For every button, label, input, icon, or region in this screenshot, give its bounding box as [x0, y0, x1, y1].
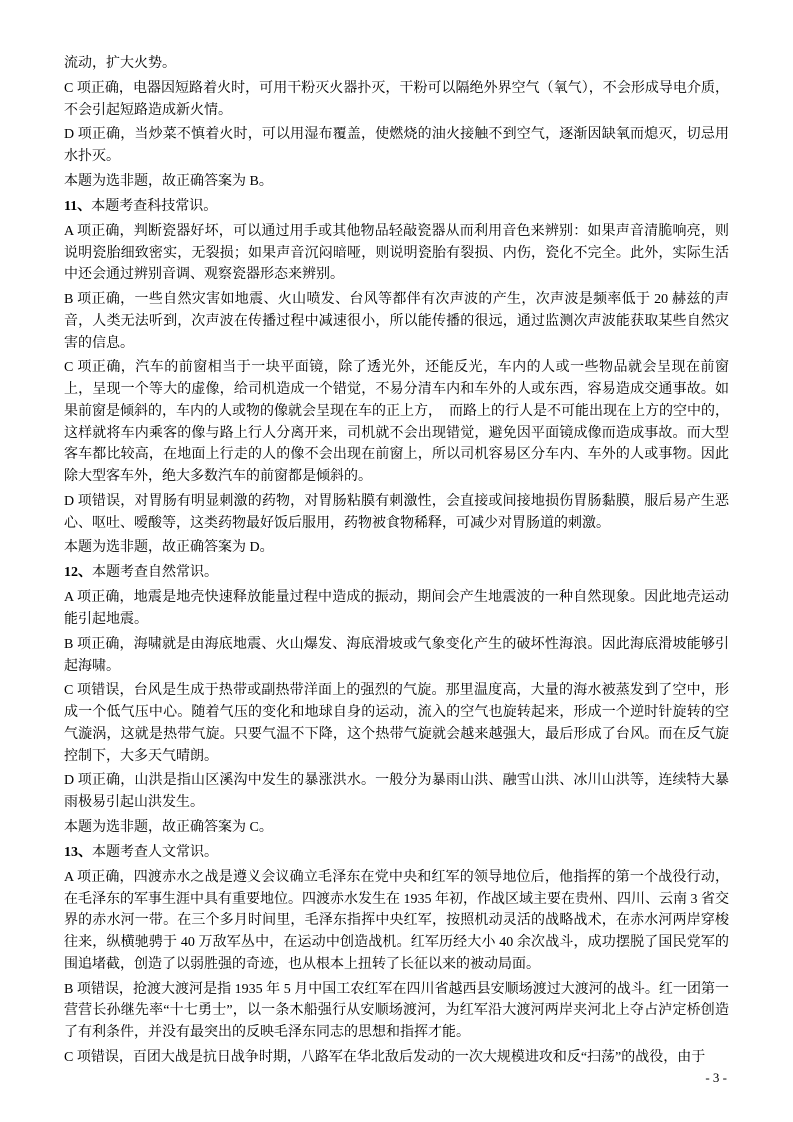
q11-option-b-explanation: B 项正确，一些自然灾害如地震、火山喷发、台风等都伴有次声波的产生，次声波是频率低于 20 赫兹的声音，人类无法听到，次声波在传播过程中减速很小，所以能传播的很远，通过监测次声波能获取某些自然灾害的信息。 [64, 292, 729, 351]
question-13-number: 13、 [64, 844, 92, 860]
q10-answer-line: 本题为选非题，故正确答案为 B。 [64, 174, 273, 190]
q12-answer-line: 本题为选非题，故正确答案为 C。 [64, 820, 273, 836]
question-12-number: 12、 [64, 565, 92, 581]
q12-option-d-explanation: D 项正确，山洪是指山区溪沟中发生的暴涨洪水。一般分为暴雨山洪、融雪山洪、冰川山洪等，连续特大暴雨极易引起山洪发生。 [64, 773, 729, 811]
question-13-header [64, 842, 729, 864]
question-11-intro: 本题考查科技常识。 [91, 198, 218, 214]
page-number: - 3 - [705, 1070, 727, 1085]
q12-option-a-explanation: A 项正确，地震是地壳快速释放能量过程中造成的振动，期间会产生地震波的一种自然现象。因此地壳运动能引起地震。 [64, 590, 729, 627]
question-12-header [64, 562, 729, 584]
q11-option-c-explanation: C 项正确，汽车的前窗相当于一块平面镜，除了透光外，还能反光，车内的人或一些物品就会呈现在前窗上，呈现一个等大的虚像，给司机造成一个错觉，不易分清车内和车外的人或东西，容易造成交通事故。如果前窗是倾斜的，车内的人或物的像就会呈现在车的正上方， 而路上的行人是不可能出现在上方的空中的，这样就将车内乘客的像与路上行人分离开来，司机就不会出现错觉，避免因平面镜成像而造成事故。而大型客车都比较高，在地面上行走的人的像不会出现在前窗上，所以司机容易区分车内、车外的人或事物。因此除大型客车外，绝大多数汽车的前窗都是倾斜的。 [64, 360, 729, 484]
q11-option-a-explanation: A 项正确，判断瓷器好坏，可以通过用手或其他物品轻敲瓷器从而利用音色来辨别：如果声音清脆响亮，则说明瓷胎细致密实，无裂损；如果声音沉闷暗哑，则说明瓷胎有裂损、内伤，瓷化不完全。此外，实际生活中还会通过辨别音调、观察瓷器形态来辨别。 [64, 223, 729, 283]
question-13-intro: 本题考查人文常识。 [92, 844, 218, 860]
document-content [64, 53, 729, 1072]
question-12-intro: 本题考查自然常识。 [92, 565, 218, 581]
q13-option-c-explanation-partial: C 项错误，百团大战是抗日战争时期，八路军在华北敌后发动的一次大规模进攻和反“扫荡”的战役，由于 [64, 1049, 706, 1065]
q11-answer-line: 本题为选非题，故正确答案为 D。 [64, 540, 274, 556]
q13-option-b-explanation: B 项错误，抢渡大渡河是指 1935 年 5 月中国工农红军在四川省越西县安顺场渡过大渡河的战斗。红一团第一营营长孙继先率“十七勇士”，以一条木船强行从安顺场渡河，为红军沿大渡河两岸夹河北上夺占泸定桥创造了有利条件，并没有最突出的反映毛泽东同志的思想和指挥才能。 [64, 981, 729, 1040]
q10-option-c-explanation: C 项正确，电器因短路着火时，可用干粉灭火器扑灭，干粉可以隔绝外界空气（氧气），不会形成导电介质，不会引起短路造成新火情。 [64, 80, 729, 118]
q11-option-d-explanation: D 项错误，对胃肠有明显刺激的药物，对胃肠粘膜有刺激性，会直接或间接地损伤胃肠黏膜，服后易产生恶心、呕吐、嗳酸等，这类药物最好饭后服用，药物被食物稀释，可减少对胃肠道的刺激。 [64, 493, 729, 531]
q12-option-b-explanation: B 项正确，海啸就是由海底地震、火山爆发、海底滑坡或气象变化产生的破坏性海浪。因此海底滑坡能够引起海啸。 [64, 636, 729, 674]
question-11-header [64, 196, 729, 218]
q13-option-a-explanation: A 项正确，四渡赤水之战是遵义会议确立毛泽东在党中央和红军的领导地位后，他指挥的第一个战役行动，在毛泽东的军事生涯中具有重要地位。四渡赤水发生在 1935 年初，作战区域主要在贵州、四川、云南 3 省交界的赤水河一带。在三个多月时间里，毛泽东指挥中央红军，按照机动灵活的战略战术，在赤水河两岸穿梭往来，纵横驰骋于 40 万敌军丛中，在运动中创造战机。红军历经大小 40 余次战斗，成功摆脱了国民党军的围追堵截，创造了以弱胜强的奇迹，也从根本上扭转了长征以来的被动局面。 [64, 869, 729, 972]
question-11-number: 11、 [64, 198, 92, 214]
q12-option-c-explanation: C 项错误，台风是生成于热带或副热带洋面上的强烈的气旋。那里温度高，大量的海水被蒸发到了空中，形成一个低气压中心。随着气压的变化和地球自身的运动，流入的空气也旋转起来，形成一个逆时针旋转的空气漩涡，这就是热带气旋。只要气温不下降，这个热带气旋就会越来越强大，最后形成了台风。而在反气旋控制下，大多天气晴朗。 [64, 683, 729, 764]
q10-option-d-explanation: D 项正确，当炒菜不慎着火时，可以用湿布覆盖，使燃烧的油火接触不到空气，逐渐因缺氧而熄灭，切忌用水扑灭。 [64, 127, 729, 165]
paragraph-continuation: 流动，扩大火势。 [64, 56, 176, 71]
